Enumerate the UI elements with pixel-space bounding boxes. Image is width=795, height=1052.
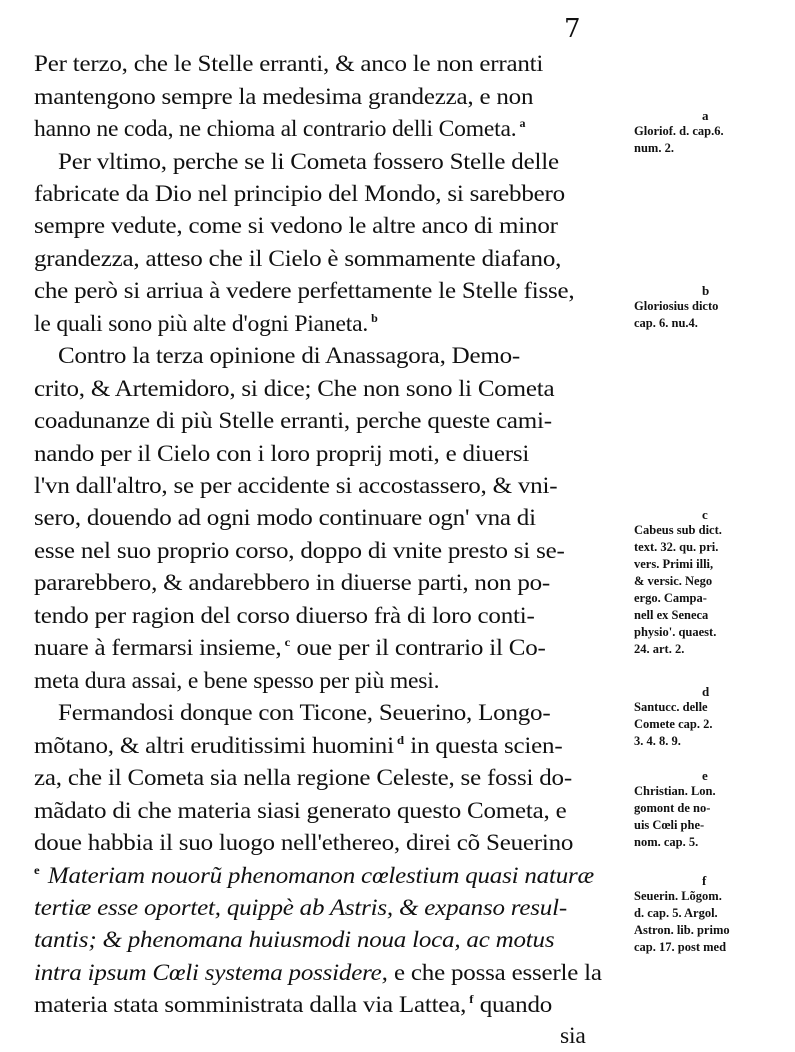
line-text: Per vltimo, perche se li Cometa fossero Stelle delle: [58, 149, 559, 175]
line-text: intra ipsum Cœli systema possidere,: [34, 960, 388, 986]
margin-note-line: Cabeus sub dict.: [634, 523, 722, 537]
text-line: [34, 892, 567, 924]
margin-note-line: text. 32. qu. pri.: [634, 540, 719, 554]
margin-note-letter: a: [702, 108, 709, 123]
line-text: doue habbia il suo luogo nell'ethereo, direi cõ Seuerino: [34, 830, 574, 856]
line-text: fabricate da Dio nel principio del Mondo, si sarebbero: [34, 181, 565, 207]
line-text: grandezza, atteso che il Cielo è sommamente diafano,: [34, 246, 562, 272]
line-text: tendo per ragion del corso diuerso frà di loro conti-: [34, 603, 535, 629]
text-line: [34, 438, 529, 470]
margin-note-line: ergo. Campa-: [634, 591, 707, 605]
text-line: [58, 697, 550, 729]
line-text: mõtano, & altri eruditissimi huomini: [34, 733, 394, 759]
line-text: pararebbero, & andarebbero in diuerse parti, non po-: [34, 570, 551, 596]
text-line: [34, 860, 594, 892]
line-text: Fermandosi donque con Ticone, Seuerino, Longo-: [58, 700, 551, 726]
text-line: [34, 243, 561, 275]
margin-note-line: Astron. lib. primo: [634, 923, 730, 937]
margin-note-line: num. 2.: [634, 141, 674, 155]
margin-note-line: Gloriosius dicto: [634, 299, 719, 313]
line-text: che però si arriua à vedere perfettamente le Stelle fisse,: [34, 278, 575, 304]
line-text: materia stata somministrata dalla via Lattea,: [34, 992, 467, 1018]
margin-note-letter: f: [702, 873, 707, 888]
line-text: mãdato di che materia siasi generato questo Cometa, e: [34, 798, 567, 824]
margin-note-line: & versic. Nego: [634, 574, 713, 588]
line-text: coadunanze di più Stelle erranti, perche queste cami-: [34, 408, 552, 434]
line-text: meta dura assai, e bene spesso per più mesi.: [34, 668, 440, 694]
margin-note-letter: d: [702, 684, 710, 699]
line-text: esse nel suo proprio corso, doppo di vnite presto si se-: [34, 538, 565, 564]
margin-note-line: Santucc. delle: [634, 700, 708, 714]
margin-note-line: physio'. quaest.: [634, 625, 717, 639]
text-line: [34, 957, 602, 989]
margin-note-line: cap. 6. nu.4.: [634, 316, 698, 330]
margin-note-line: 3. 4. 8. 9.: [634, 734, 681, 748]
margin-note-letter: b: [702, 283, 710, 298]
line-text: le quali sono più alte d'ogni Pianeta.: [34, 311, 369, 337]
margin-note-line: nell ex Seneca: [634, 608, 709, 622]
line-text: nando per il Cielo con i loro proprij moti, e diuersi: [34, 441, 530, 467]
text-line: [34, 470, 557, 502]
text-line: [34, 308, 378, 340]
margin-note-line: vers. Primi illi,: [634, 557, 714, 571]
line-text: Contro la terza opinione di Anassagora, Demo-: [58, 343, 521, 369]
line-text-continued: quando: [479, 992, 553, 1018]
margin-note-line: cap. 17. post med: [634, 940, 727, 954]
margin-note-line: Gloriof. d. cap.6.: [634, 124, 724, 138]
line-text: tantis; & phenomana huiusmodi noua loca, ac motus: [34, 927, 555, 953]
text-line: [34, 632, 546, 664]
margin-note-line: gomont de no-: [634, 801, 711, 815]
margin-note-letter: e: [702, 768, 708, 783]
text-line: [34, 600, 535, 632]
text-line: [34, 535, 565, 567]
page-number: 7: [564, 14, 581, 44]
text-line: [34, 48, 543, 80]
footnote-marker: f: [469, 992, 474, 1006]
text-line: [34, 762, 572, 794]
margin-note-letter: c: [702, 507, 708, 522]
text-line: [34, 502, 536, 534]
footnote-marker: c: [284, 635, 291, 649]
text-line: [34, 989, 552, 1021]
text-line: [34, 567, 550, 599]
footnote-marker: e: [34, 863, 40, 877]
line-text: za, che il Cometa sia nella regione Celeste, se fossi do-: [34, 765, 572, 791]
margin-note-line: Christian. Lon.: [634, 784, 716, 798]
margin-notes: [630, 0, 790, 1037]
footnote-marker: b: [371, 311, 378, 325]
margin-note-line: Seuerin. Lõgom.: [634, 889, 722, 903]
text-line: [560, 1020, 586, 1052]
text-line: [34, 178, 565, 210]
text-line: [34, 795, 567, 827]
line-text-continued: oue per il contrario il Co-: [296, 635, 546, 661]
line-text: tertiæ esse oportet, quippè ab Astris, & expanso resul-: [34, 895, 567, 921]
text-line: [34, 665, 439, 697]
line-text: hanno ne coda, ne chioma al contrario delli Cometa.: [34, 116, 517, 142]
margin-note-line: nom. cap. 5.: [634, 835, 699, 849]
text-line: [34, 924, 554, 956]
footnote-marker: d: [397, 733, 404, 747]
margin-note-line: uis Cœli phe-: [634, 818, 705, 832]
text-line: [34, 730, 562, 762]
line-text: sia: [560, 1023, 586, 1049]
line-text-continued: e che possa esserle la: [393, 960, 602, 986]
line-text: l'vn dall'altro, se per accidente si accostassero, & vni-: [34, 473, 558, 499]
line-text: Per terzo, che le Stelle erranti, & anco le non erranti: [34, 51, 544, 77]
margin-note-line: d. cap. 5. Argol.: [634, 906, 718, 920]
text-line: [34, 113, 525, 145]
footnote-marker: a: [519, 116, 526, 130]
text-line: [34, 210, 558, 242]
text-line: [34, 827, 573, 859]
line-text-continued: in questa scien-: [410, 733, 563, 759]
line-text: crito, & Artemidoro, si dice; Che non sono li Cometa: [34, 376, 555, 402]
text-line: [34, 275, 574, 307]
text-line: [58, 146, 559, 178]
line-text: Materiam nouorũ phenomanon cœlestium quasi naturæ: [47, 863, 594, 889]
line-text: nuare à fermarsi insieme,: [34, 635, 282, 661]
text-line: [34, 81, 533, 113]
text-line: [58, 340, 520, 372]
margin-note-line: 24. art. 2.: [634, 642, 685, 656]
text-line: [34, 373, 554, 405]
line-text: sero, douendo ad ogni modo continuare ogn' vna di: [34, 505, 536, 531]
line-text: mantengono sempre la medesima grandezza, e non: [34, 84, 534, 110]
margin-note-line: Comete cap. 2.: [634, 717, 713, 731]
text-line: [34, 405, 552, 437]
line-text: sempre vedute, come si vedono le altre anco di minor: [34, 213, 558, 239]
